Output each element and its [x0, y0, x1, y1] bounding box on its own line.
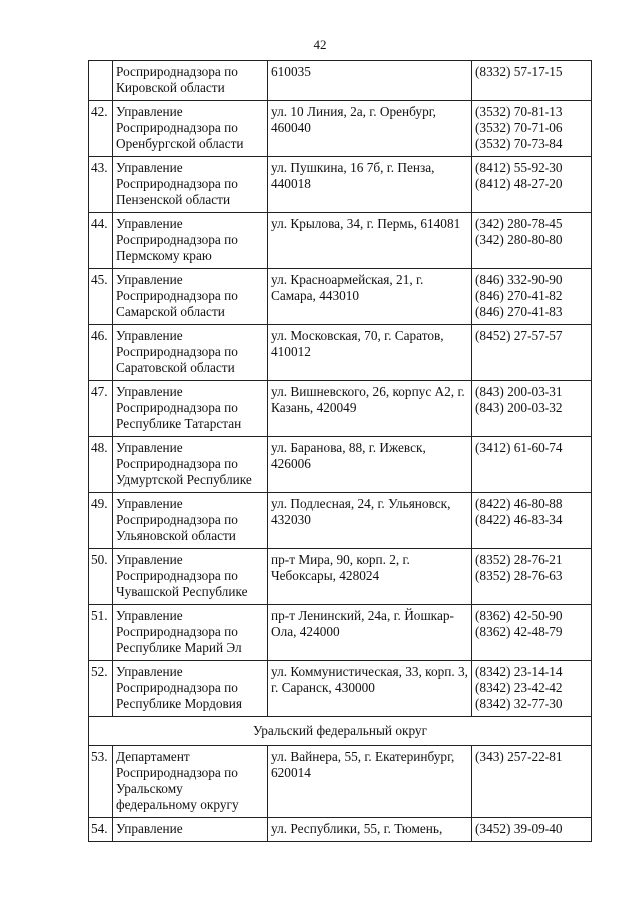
phone-numbers: (8422) 46-80-88 (8422) 46-83-34	[472, 493, 592, 549]
phone-numbers: (8362) 42-50-90 (8362) 42-48-79	[472, 605, 592, 661]
table-row	[89, 269, 592, 325]
address-cell: ул. Баранова, 88, г. Ижевск, 426006	[268, 437, 472, 493]
table-row	[89, 661, 592, 717]
address-cell: ул. Республики, 55, г. Тюмень,	[268, 818, 472, 842]
address-cell: ул. Коммунистическая, 33, корп. 3, г. Саранск, 430000	[268, 661, 472, 717]
phone-numbers: (3532) 70-81-13 (3532) 70-71-06 (3532) 70-73-84	[472, 101, 592, 157]
phone-numbers: (342) 280-78-45 (342) 280-80-80	[472, 213, 592, 269]
address-cell: 610035	[268, 61, 472, 101]
organization-name: Управление Росприроднадзора по Самарской области	[113, 269, 268, 325]
phone-numbers: (3452) 39-09-40	[472, 818, 592, 842]
page-number: 42	[313, 37, 327, 52]
phone-numbers: (8452) 27-57-57	[472, 325, 592, 381]
district-name: Уральский федеральный округ	[89, 717, 592, 746]
row-number: 47.	[89, 381, 113, 437]
row-number	[89, 61, 113, 101]
row-number: 54.	[89, 818, 113, 842]
table-row	[89, 213, 592, 269]
row-number: 46.	[89, 325, 113, 381]
contacts-table-body	[89, 61, 592, 842]
organization-name: Управление Росприроднадзора по Саратовской области	[113, 325, 268, 381]
row-number: 43.	[89, 157, 113, 213]
phone-numbers: (8412) 55-92-30 (8412) 48-27-20	[472, 157, 592, 213]
table-row	[89, 381, 592, 437]
table-row	[89, 549, 592, 605]
table-row	[89, 493, 592, 549]
phone-numbers: (343) 257-22-81	[472, 746, 592, 818]
organization-name: Управление Росприроднадзора по Республике Марий Эл	[113, 605, 268, 661]
organization-name: Управление Росприроднадзора по Пермскому краю	[113, 213, 268, 269]
table-row	[89, 437, 592, 493]
table-row	[89, 605, 592, 661]
table-row	[89, 61, 592, 101]
organization-name: Управление Росприроднадзора по Оренбургской области	[113, 101, 268, 157]
address-cell: ул. Вайнера, 55, г. Екатеринбург, 620014	[268, 746, 472, 818]
table-row	[89, 325, 592, 381]
address-cell: ул. Вишневского, 26, корпус А2, г. Казань, 420049	[268, 381, 472, 437]
row-number: 52.	[89, 661, 113, 717]
organization-name: Управление Росприроднадзора по Республике Татарстан	[113, 381, 268, 437]
address-cell: ул. Подлесная, 24, г. Ульяновск, 432030	[268, 493, 472, 549]
address-cell: пр-т Мира, 90, корп. 2, г. Чебоксары, 428024	[268, 549, 472, 605]
phone-numbers: (3412) 61-60-74	[472, 437, 592, 493]
address-cell: ул. 10 Линия, 2а, г. Оренбург, 460040	[268, 101, 472, 157]
row-number: 51.	[89, 605, 113, 661]
row-number: 44.	[89, 213, 113, 269]
phone-numbers: (8342) 23-14-14 (8342) 23-42-42 (8342) 32-77-30	[472, 661, 592, 717]
table-row	[89, 101, 592, 157]
address-cell: пр-т Ленинский, 24а, г. Йошкар- Ола, 424000	[268, 605, 472, 661]
table-row	[89, 818, 592, 842]
district-header-row	[89, 717, 592, 746]
table-row	[89, 746, 592, 818]
organization-name: Управление Росприроднадзора по Ульяновской области	[113, 493, 268, 549]
organization-name: Росприроднадзора по Кировской области	[113, 61, 268, 101]
phone-numbers: (8332) 57-17-15	[472, 61, 592, 101]
contacts-table	[88, 60, 592, 842]
phone-numbers: (843) 200-03-31 (843) 200-03-32	[472, 381, 592, 437]
organization-name: Управление	[113, 818, 268, 842]
row-number: 42.	[89, 101, 113, 157]
phone-numbers: (8352) 28-76-21 (8352) 28-76-63	[472, 549, 592, 605]
row-number: 48.	[89, 437, 113, 493]
address-cell: ул. Пушкина, 16 7б, г. Пенза, 440018	[268, 157, 472, 213]
table-row	[89, 157, 592, 213]
organization-name: Департамент Росприроднадзора по Уральскому федеральному округу	[113, 746, 268, 818]
address-cell: ул. Московская, 70, г. Саратов, 410012	[268, 325, 472, 381]
organization-name: Управление Росприроднадзора по Чувашской Республике	[113, 549, 268, 605]
organization-name: Управление Росприроднадзора по Пензенской области	[113, 157, 268, 213]
organization-name: Управление Росприроднадзора по Республике Мордовия	[113, 661, 268, 717]
address-cell: ул. Крылова, 34, г. Пермь, 614081	[268, 213, 472, 269]
row-number: 53.	[89, 746, 113, 818]
row-number: 49.	[89, 493, 113, 549]
row-number: 45.	[89, 269, 113, 325]
address-cell: ул. Красноармейская, 21, г. Самара, 443010	[268, 269, 472, 325]
phone-numbers: (846) 332-90-90 (846) 270-41-82 (846) 270-41-83	[472, 269, 592, 325]
row-number: 50.	[89, 549, 113, 605]
organization-name: Управление Росприроднадзора по Удмуртской Республике	[113, 437, 268, 493]
